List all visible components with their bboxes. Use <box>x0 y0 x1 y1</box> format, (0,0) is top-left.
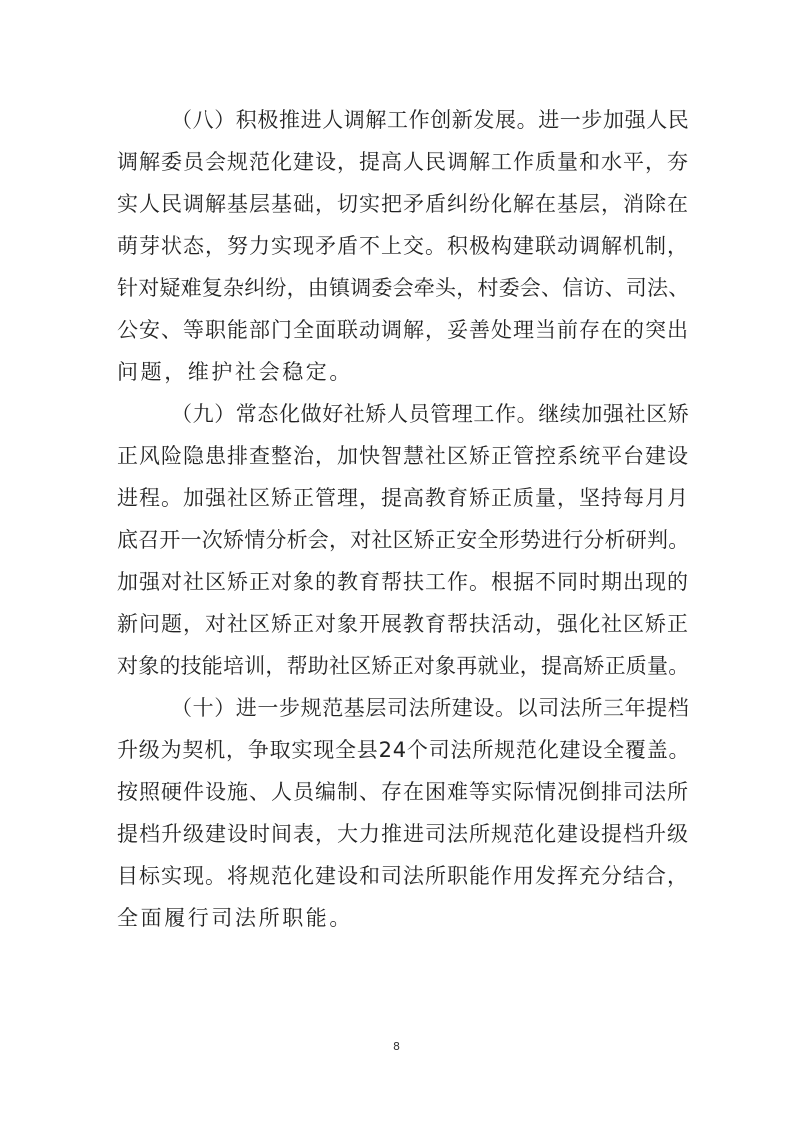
text-line: 问题，维护社会稳定。 <box>117 360 353 384</box>
text-line: 提档升级建设时间表，大力推进司法所规范化建设提档升级 <box>117 822 689 846</box>
text-line: 实人民调解基层基础，切实把矛盾纠纷化解在基层，消除在 <box>117 192 689 216</box>
text-line: 公安、等职能部门全面联动调解，妥善处理当前存在的突出 <box>117 318 689 342</box>
text-line: （十）进一步规范基层司法所建设。以司法所三年提档 <box>171 696 690 720</box>
text-line: 全面履行司法所职能。 <box>117 906 353 930</box>
text-line: 目标实现。将规范化建设和司法所职能作用发挥充分结合， <box>117 864 689 888</box>
text-line: （八）积极推进人调解工作创新发展。进一步加强人民 <box>171 108 690 132</box>
text-line: 进程。加强社区矫正管理，提高教育矫正质量，坚持每月月 <box>117 486 689 510</box>
text-line: 正风险隐患排查整治，加快智慧社区矫正管控系统平台建设 <box>117 444 689 468</box>
text-line: 按照硬件设施、人员编制、存在困难等实际情况倒排司法所 <box>117 780 689 804</box>
text-line: 底召开一次矫情分析会，对社区矫正安全形势进行分析研判。 <box>117 528 690 552</box>
text-line: 对象的技能培训，帮助社区矫正对象再就业，提高矫正质量。 <box>117 654 690 678</box>
page-number: 8 <box>393 1040 400 1053</box>
text-line: （九）常态化做好社矫人员管理工作。继续加强社区矫 <box>171 402 690 426</box>
text-line: 新问题，对社区矫正对象开展教育帮扶活动，强化社区矫正 <box>117 612 689 636</box>
text-line: 萌芽状态，努力实现矛盾不上交。积极构建联动调解机制， <box>117 234 689 258</box>
text-line: 加强对社区矫正对象的教育帮扶工作。根据不同时期出现的 <box>117 570 689 594</box>
text-line: 升级为契机，争取实现全县24个司法所规范化建设全覆盖。 <box>117 738 691 762</box>
text-line: 调解委员会规范化建设，提高人民调解工作质量和水平，夯 <box>117 150 689 174</box>
text-line: 针对疑难复杂纠纷，由镇调委会牵头，村委会、信访、司法、 <box>117 276 690 300</box>
